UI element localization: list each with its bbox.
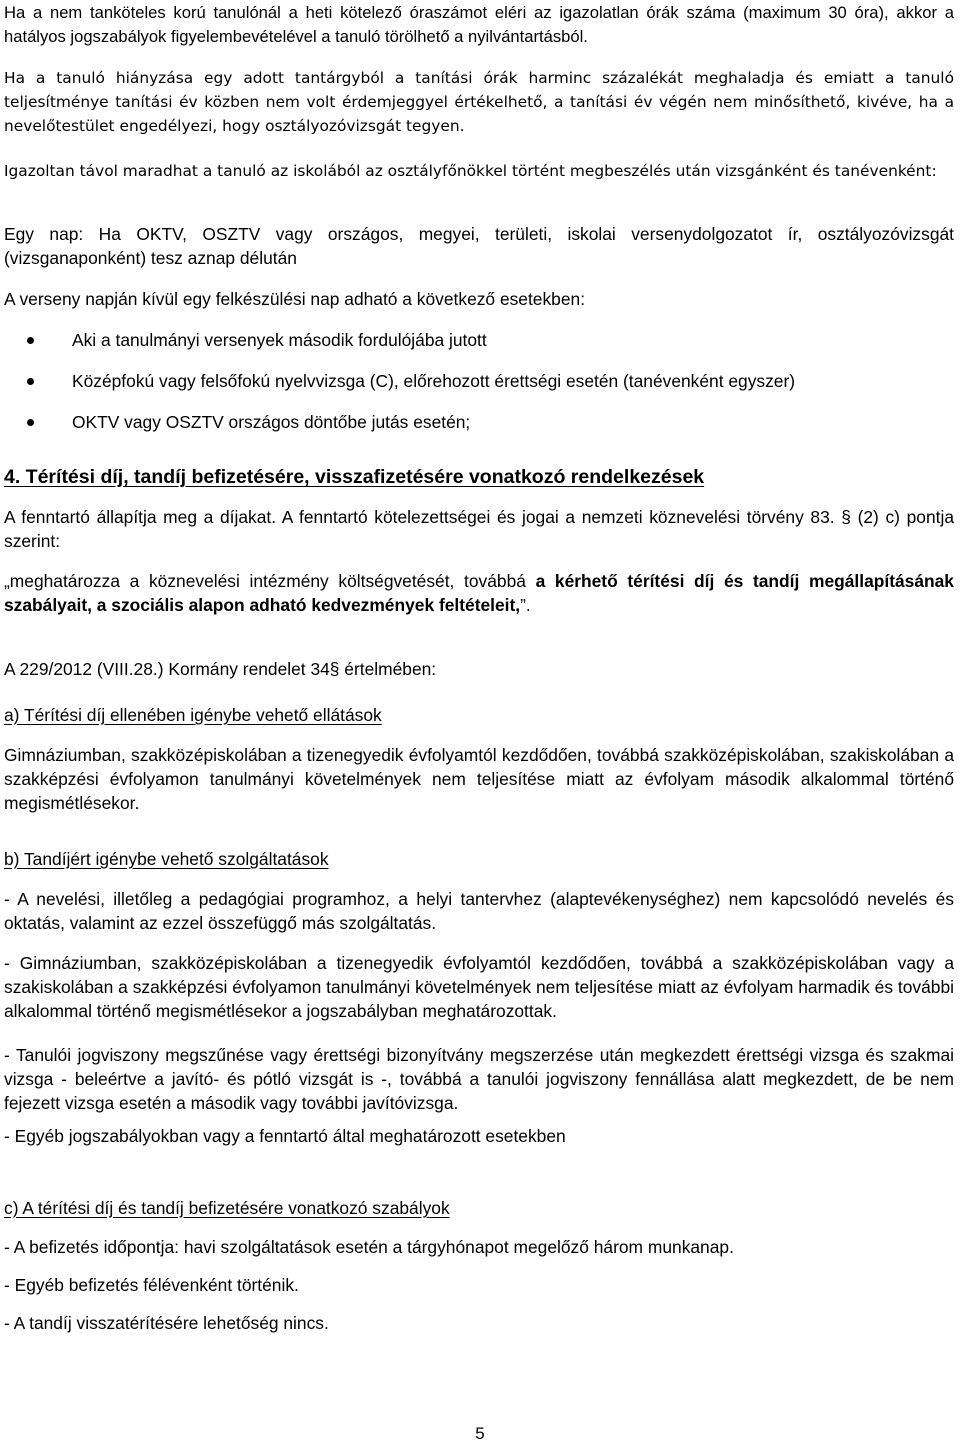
list-item: OKTV vagy OSZTV országos döntőbe jutás esetén; — [4, 410, 954, 451]
subsection-b-title: b) Tandíjért igénybe vehető szolgáltatások — [4, 849, 329, 869]
subsection-b-item: - Tanulói jogviszony megszűnése vagy érettségi bizonyítvány megszerzése után megkezdett érettségi vizsga és szakmai vizsga - beleértve a javító- és pótló vizsgát is -, továbbá a tanulói jogviszony fennállása alatt megkezdett, de be nem fejezett vizsga esetén a második vagy további javítóvizsga. — [4, 1045, 954, 1113]
subsection-a-title: a) Térítési díj ellenében igénybe vehető ellátások — [4, 705, 382, 725]
subsection-b-item: - Gimnáziumban, szakközépiskolában a tizenegyedik évfolyamtól kezdődően, továbbá a szakközépiskolában vagy a szakiskolában a szakképzési évfolyamon tanulmányi követelmények nem teljesítése miatt az évfolyam harmadik és további alkalommal történő megismétlésekor a jogszabályban meghatározottak. — [4, 953, 954, 1021]
paragraph-excused-absence: Igazoltan távol maradhat a tanuló az iskolából az osztályfőnökkel történt megbeszélés után vizsgánként és tanévenként: — [4, 162, 937, 180]
subsection-c-item: - A befizetés időpontja: havi szolgáltatások esetén a tárgyhónapot megelőző három munkanap. — [4, 1237, 734, 1257]
subsection-b-item: - A nevelési, illetőleg a pedagógiai programhoz, a helyi tantervhez (alaptevékenységhez) nem kapcsolódó nevelés és oktatás, valamint az ezzel összefüggő más szolgáltatás. — [4, 889, 954, 933]
section-heading: 4. Térítési díj, tandíj befizetésére, visszafizetésére vonatkozó rendelkezések — [4, 466, 705, 488]
legal-quote-bold: a kérhető térítési díj és tandíj megállapításának szabályait, a szociális alapon adható kedvezmények feltételeit, — [4, 571, 954, 615]
paragraph-decree: A 229/2012 (VIII.28.) Kormány rendelet 34§ értelmében: — [4, 659, 437, 679]
bullet-list — [4, 328, 954, 451]
legal-quote: „meghatározza a köznevelési intézmény költségvetését, továbbá a kérhető térítési díj és tandíj megállapításának szabályait, a szociális alapon adható kedvezmények feltételeit,”. — [4, 571, 954, 615]
bullet-icon — [27, 337, 34, 344]
bullet-icon — [27, 378, 34, 385]
subsection-b-item: - Egyéb jogszabályokban vagy a fenntartó által meghatározott esetekben — [4, 1126, 566, 1146]
subsection-c-item: - A tandíj visszatérítésére lehetőség nincs. — [4, 1313, 329, 1333]
subsection-c-title: c) A térítési díj és tandíj befizetésére vonatkozó szabályok — [4, 1198, 450, 1218]
list-item: Középfokú vagy felsőfokú nyelvvizsga (C), előrehozott érettségi esetén (tanévenként egyszer) — [4, 369, 954, 410]
subsection-a-text: Gimnáziumban, szakközépiskolában a tizenegyedik évfolyamtól kezdődően, továbbá szakközépiskolában, szakiskolában a szakképzési évfolyamon tanulmányi követelmények nem teljesítése miatt az évfolyam második alkalommal történő megismétlésekor. — [4, 745, 954, 813]
list-item: Aki a tanulmányi versenyek második fordulójába jutott — [4, 328, 954, 369]
paragraph-unexcused-absence: Ha a nem tanköteles korú tanulónál a heti kötelező óraszámot eléri az igazolatlan órák száma (maximum 30 óra), akkor a hatályos jogszabályok figyelembevételével a tanuló törölhető a nyilvántartásból. — [4, 3, 954, 46]
paragraph-subject-absence: Ha a tanuló hiányzása egy adott tantárgyból a tanítási órák harminc százalékát meghaladja és emiatt a tanuló teljesítménye tanítási év közben nem volt érdemjeggyel értékelhető, a tanítási év végén nem minősíthető, kivéve, ha a nevelőtestület engedélyezi, hogy osztályozóvizsgát tegyen. — [4, 69, 954, 135]
paragraph-preparation-day: A verseny napján kívül egy felkészülési nap adható a következő esetekben: — [4, 289, 586, 309]
subsection-c-item: - Egyéb befizetés félévenként történik. — [4, 1275, 299, 1295]
paragraph-fee-intro: A fenntartó állapítja meg a díjakat. A fenntartó kötelezettségei és jogai a nemzeti köznevelési törvény 83. § (2) c) pontja szerint: — [4, 507, 954, 551]
page-number: 5 — [475, 1424, 485, 1443]
bullet-icon — [27, 419, 34, 426]
paragraph-one-day: Egy nap: Ha OKTV, OSZTV vagy országos, megyei, területi, iskolai versenydolgozatot ír, osztályozóvizsgát (vizsganaponként) tesz aznap délután — [4, 224, 954, 268]
